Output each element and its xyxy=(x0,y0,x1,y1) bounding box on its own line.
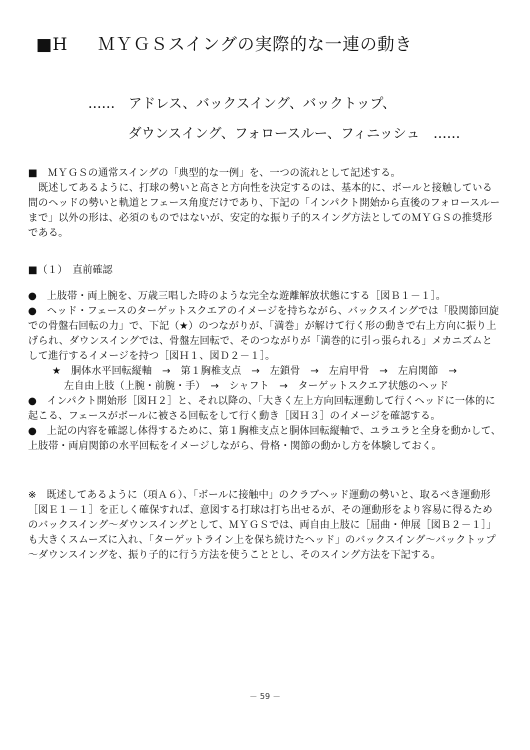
section-marker: ■H xyxy=(36,35,68,55)
bullet-item-2: ● ヘッド・フェースのターゲットスクエアのイメージを持ちながら、バックスイングでは「股関節回旋での骨盤右回転の力」で、下記（★）のつながりが、「満巻」が解けて行く形の動きで右上方向に振り上げられ、ダウンスイングでは、骨盤左回転で、そのつながりが「満巻的に引っ張られる」メカニズムとして進行するイメージを持つ［図Ｈ１、図Ｄ２－１］。 xyxy=(28,306,499,362)
bullet-list xyxy=(28,289,502,454)
section-heading: ■（１） 直前確認 xyxy=(28,265,113,276)
bullet-item-1: ● 上肢帯・両上腕を、万歳三唱した時のような完全な遊離解放状態にする［図Ｂ１－１］。 xyxy=(28,291,446,302)
bullet-item-3: ● インパクト開始形［図Ｈ２］と、それ以降の、「大きく左上方向回転運動して行くヘッドに一体的に起こる、フェースがボールに被さる回転をして行く動き［図Ｈ３］のイメージを確認する。 xyxy=(28,396,496,422)
chain-line-1: ★ 胴体水平回転縦軸 → 第１胸椎支点 → 左鎖骨 → 左肩甲骨 → 左肩関節 → xyxy=(52,366,457,377)
chain-line-2: 左自由上肢（上腕・前腕・手） → シャフト → ターゲットスクエア状態のヘッド xyxy=(64,381,449,392)
note-paragraph: ※ 既述してあるように（項Ａ６）、「ボールに接触中」のクラブヘッド運動の勢いと、取るべき運動形［図Ｅ１－１］を正しく確保すれば、意図する打球は打ち出せるが、その運動形をより容易に得るためのバックスイング～ダウンスイングとして、ＭＹＧＳでは、両自由上肢に［屈曲・伸展［図Ｂ２－１］」も大きくスムーズに入れ、「ターゲットライン上を保ち続けたヘッド」のバックスイング～バックトップ～ダウンスイングを、振り子的に行う方法を使うこととし、そのスイング方法を下記する。 xyxy=(28,490,497,561)
subtitle-line-1: …… アドレス、バックスイング、バックトップ、 xyxy=(88,96,396,112)
section-title: ＭＹＧＳスイングの実際的な一連の動き xyxy=(98,35,413,55)
intro-paragraph xyxy=(28,166,502,241)
intro-lead: ■ ＭＹＧＳの通常スイングの「典型的な一例」を、一つの流れとして記述する。 xyxy=(28,168,401,179)
page-title xyxy=(36,30,412,55)
intro-body: 既述してあるように、打球の勢いと高さと方向性を決定するのは、基本的に、ボールと接触している間のヘッドの勢いと軌道とフェース角度だけであり、下記の「インパクト開始から直後のフォロースルーまで」以外の形は、必須のものではないが、安定的な振り子的スイング方法としてのＭＹＧＳの推奨形である。 xyxy=(28,183,500,239)
bullet-item-4: ● 上記の内容を確認し体得するために、第１胸椎支点と胴体回転縦軸で、ユラユラと全身を動かして、上肢帯・両肩関節の水平回転をイメージしながら、骨格・関節の動かし方を体験しておく。 xyxy=(28,426,502,452)
page-number: － 59 － xyxy=(249,692,281,701)
subtitle-line-2: ダウンスイング、フォロースルー、フィニッシュ …… xyxy=(128,126,461,142)
